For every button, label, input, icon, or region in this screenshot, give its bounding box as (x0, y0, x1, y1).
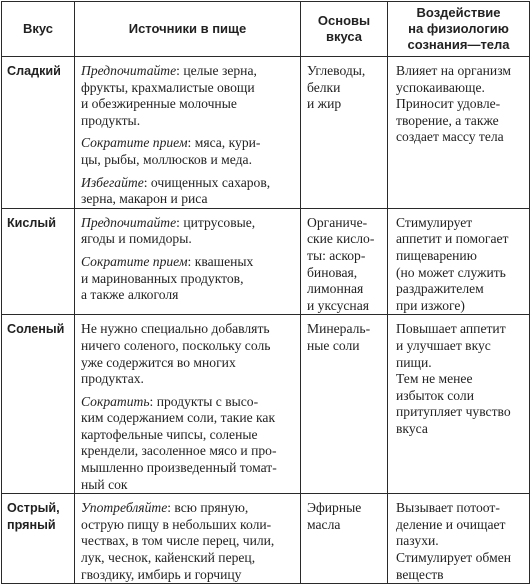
source-text: : целые зерна, фрукты, крахмалистые овощи и обезжиренные молочные продукты. (81, 63, 257, 128)
header-taste: Вкус (2, 2, 75, 57)
source-text: : квашеных и маринованных продуктов, а также алкоголя (81, 253, 254, 303)
header-effect: Воздействие на физиологию сознания—тела (388, 2, 530, 57)
table-row (2, 315, 530, 494)
sources-cell (75, 208, 301, 315)
taste-table (1, 1, 530, 584)
sources-cell (75, 57, 301, 209)
source-lead: Предпочитайте (81, 214, 177, 230)
table-row (2, 57, 530, 209)
source-text: : очищенных сахаров, зерна, макарон и риса (81, 174, 271, 207)
source-lead: Сократите прием (81, 253, 188, 269)
taste-cell: Соленый (2, 315, 75, 494)
source-text: Не нужно специально добавлять ничего соленого, поскольку соль уже содержится во многих продуктах. (81, 321, 271, 387)
basis-cell: Органиче- ские кисло- ты: аскор- биновая, лимонная и уксусная (301, 208, 388, 315)
taste-cell: Острый, пряный (2, 494, 75, 584)
header-sources: Источники в пище (75, 2, 301, 57)
header-basis: Основы вкуса (301, 2, 388, 57)
source-paragraph (81, 135, 296, 168)
source-lead: Сократить (81, 393, 150, 409)
source-lead: Употребляйте (81, 500, 168, 516)
source-paragraph (81, 63, 296, 129)
source-lead: Избегайте (81, 174, 144, 190)
source-paragraph (81, 254, 296, 304)
effect-cell: Повышает аппетит и улучшает вкус пищи. Тем не менее избыток соли притупляет чувство вкуса (388, 315, 530, 494)
source-text: : цитрусовые, ягоды и помидоры. (81, 214, 256, 247)
effect-cell: Влияет на организм успокаивающе. Приносит удовле- творение, а также создает массу тела (388, 57, 530, 209)
source-paragraph (81, 500, 296, 583)
source-paragraph (81, 215, 296, 248)
header-row (2, 2, 530, 57)
effect-cell: Вызывает потоот- деление и очищает пазухи. Стимулирует обмен веществ (388, 494, 530, 584)
sources-cell (75, 315, 301, 494)
table-row (2, 208, 530, 315)
basis-cell: Минераль- ные соли (301, 315, 388, 494)
source-text: : всю пряную, острую пищу в небольших коли- чествах, в том числе перец, чили, лук, чеснок, кайенский перец, гвоздику, имбирь и горчицу (81, 500, 275, 582)
source-text: : продукты с высо- ким содержанием соли, такие как картофельные чипсы, соленые крендели, засоленное мясо и про- мышленно произведенный томат- ный сок (81, 393, 277, 492)
basis-cell: Эфирные масла (301, 494, 388, 584)
source-text: : мяса, кури- цы, рыбы, моллюсков и меда. (81, 135, 261, 167)
table-row (2, 494, 530, 584)
effect-cell: Стимулирует аппетит и помогает пищеварению (но может служить раздражителем при изжоге) (388, 208, 530, 315)
source-paragraph (81, 394, 296, 494)
source-paragraph (81, 175, 296, 208)
taste-cell: Сладкий (2, 57, 75, 209)
source-paragraph (81, 321, 296, 387)
taste-cell: Кислый (2, 208, 75, 315)
source-lead: Сократите прием (81, 135, 188, 151)
sources-cell (75, 494, 301, 584)
source-lead: Предпочитайте (81, 63, 177, 78)
basis-cell: Углеводы, белки и жир (301, 57, 388, 209)
